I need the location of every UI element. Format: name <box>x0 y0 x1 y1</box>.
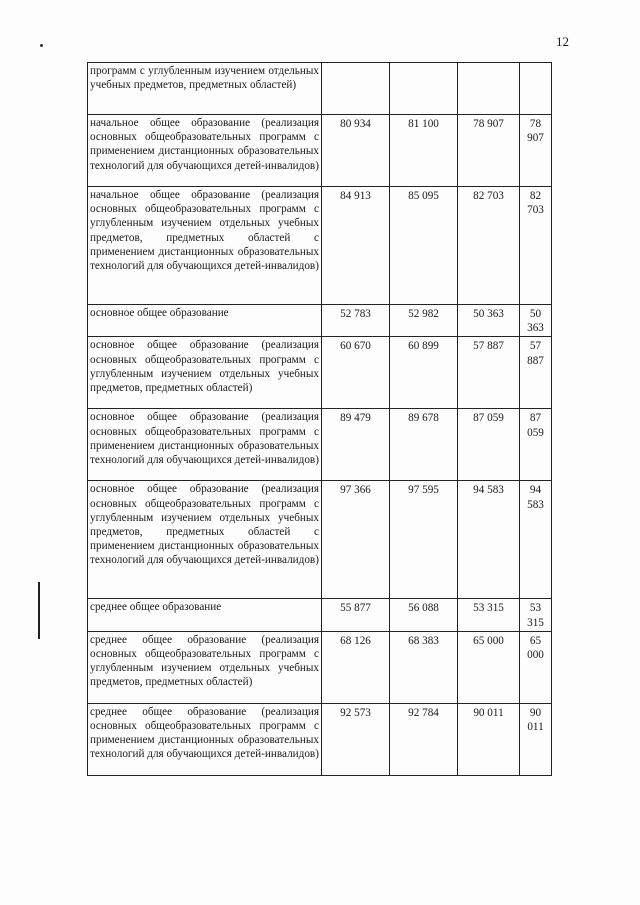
table-row <box>88 599 552 631</box>
row-value-4 <box>520 63 552 115</box>
row-value-4: 50 363 <box>520 305 552 337</box>
row-value-2: 52 982 <box>390 305 458 337</box>
row-value-2: 68 383 <box>390 631 458 703</box>
table-row <box>88 187 552 305</box>
scan-speck <box>40 44 43 47</box>
row-value-4: 78 907 <box>520 115 552 187</box>
row-value-3: 78 907 <box>458 115 520 187</box>
row-value-2: 89 678 <box>390 409 458 481</box>
row-description: среднее общее образование (реализация основных общеобразовательных программ с применением дистанционных образовательных технологий для обучающихся детей-инвалидов) <box>88 703 322 775</box>
row-description: среднее общее образование (реализация основных общеобразовательных программ с углубленным изучением отдельных учебных предметов, предметных областей) <box>88 631 322 703</box>
row-value-2: 56 088 <box>390 599 458 631</box>
row-description: основное общее образование (реализация основных общеобразовательных программ с углубленным изучением отдельных учебных предметов, предметных областей) <box>88 337 322 409</box>
row-value-4: 57 887 <box>520 337 552 409</box>
row-value-4: 65 000 <box>520 631 552 703</box>
row-description: основное общее образование <box>88 305 322 337</box>
row-value-2: 92 784 <box>390 703 458 775</box>
row-value-1: 60 670 <box>322 337 390 409</box>
row-value-3: 65 000 <box>458 631 520 703</box>
row-value-1 <box>322 63 390 115</box>
cost-table-body <box>88 63 552 776</box>
row-value-3: 94 583 <box>458 481 520 599</box>
row-value-1: 80 934 <box>322 115 390 187</box>
scan-margin-mark <box>38 582 40 639</box>
table-row <box>88 337 552 409</box>
page-number: 12 <box>556 34 569 49</box>
cost-table <box>87 62 552 776</box>
table-row <box>88 481 552 599</box>
row-value-4: 87 059 <box>520 409 552 481</box>
row-value-3: 90 011 <box>458 703 520 775</box>
row-description: основное общее образование (реализация основных общеобразовательных программ с углубленным изучением отдельных учебных предметов, предметных областей с применением дистанционных образовательных технологий для обучающихся детей-инвалидов) <box>88 481 322 599</box>
table-row <box>88 63 552 115</box>
row-description: начальное общее образование (реализация основных общеобразовательных программ с применением дистанционных образовательных технологий для обучающихся детей-инвалидов) <box>88 115 322 187</box>
row-value-3: 50 363 <box>458 305 520 337</box>
row-value-1: 92 573 <box>322 703 390 775</box>
row-value-4: 82 703 <box>520 187 552 305</box>
row-value-3: 57 887 <box>458 337 520 409</box>
row-value-1: 84 913 <box>322 187 390 305</box>
row-value-3: 82 703 <box>458 187 520 305</box>
row-value-1: 89 479 <box>322 409 390 481</box>
row-description: основное общее образование (реализация основных общеобразовательных программ с применением дистанционных образовательных технологий для обучающихся детей-инвалидов) <box>88 409 322 481</box>
row-value-2: 60 899 <box>390 337 458 409</box>
row-value-1: 97 366 <box>322 481 390 599</box>
row-value-2: 85 095 <box>390 187 458 305</box>
row-value-4: 94 583 <box>520 481 552 599</box>
row-value-1: 52 783 <box>322 305 390 337</box>
row-description: среднее общее образование <box>88 599 322 631</box>
row-value-3 <box>458 63 520 115</box>
row-value-1: 68 126 <box>322 631 390 703</box>
table-row <box>88 631 552 703</box>
row-value-4: 90 011 <box>520 703 552 775</box>
row-value-4: 53 315 <box>520 599 552 631</box>
row-description: начальное общее образование (реализация основных общеобразовательных программ с углубленным изучением отдельных учебных предметов, предметных областей с применением дистанционных образовательных технологий для обучающихся детей-инвалидов) <box>88 187 322 305</box>
row-value-3: 53 315 <box>458 599 520 631</box>
row-value-2 <box>390 63 458 115</box>
table-row <box>88 305 552 337</box>
row-value-1: 55 877 <box>322 599 390 631</box>
table-row <box>88 703 552 775</box>
row-description: программ с углубленным изучением отдельных учебных предметов, предметных областей) <box>88 63 322 115</box>
row-value-3: 87 059 <box>458 409 520 481</box>
table-row <box>88 115 552 187</box>
table-row <box>88 409 552 481</box>
row-value-2: 81 100 <box>390 115 458 187</box>
row-value-2: 97 595 <box>390 481 458 599</box>
